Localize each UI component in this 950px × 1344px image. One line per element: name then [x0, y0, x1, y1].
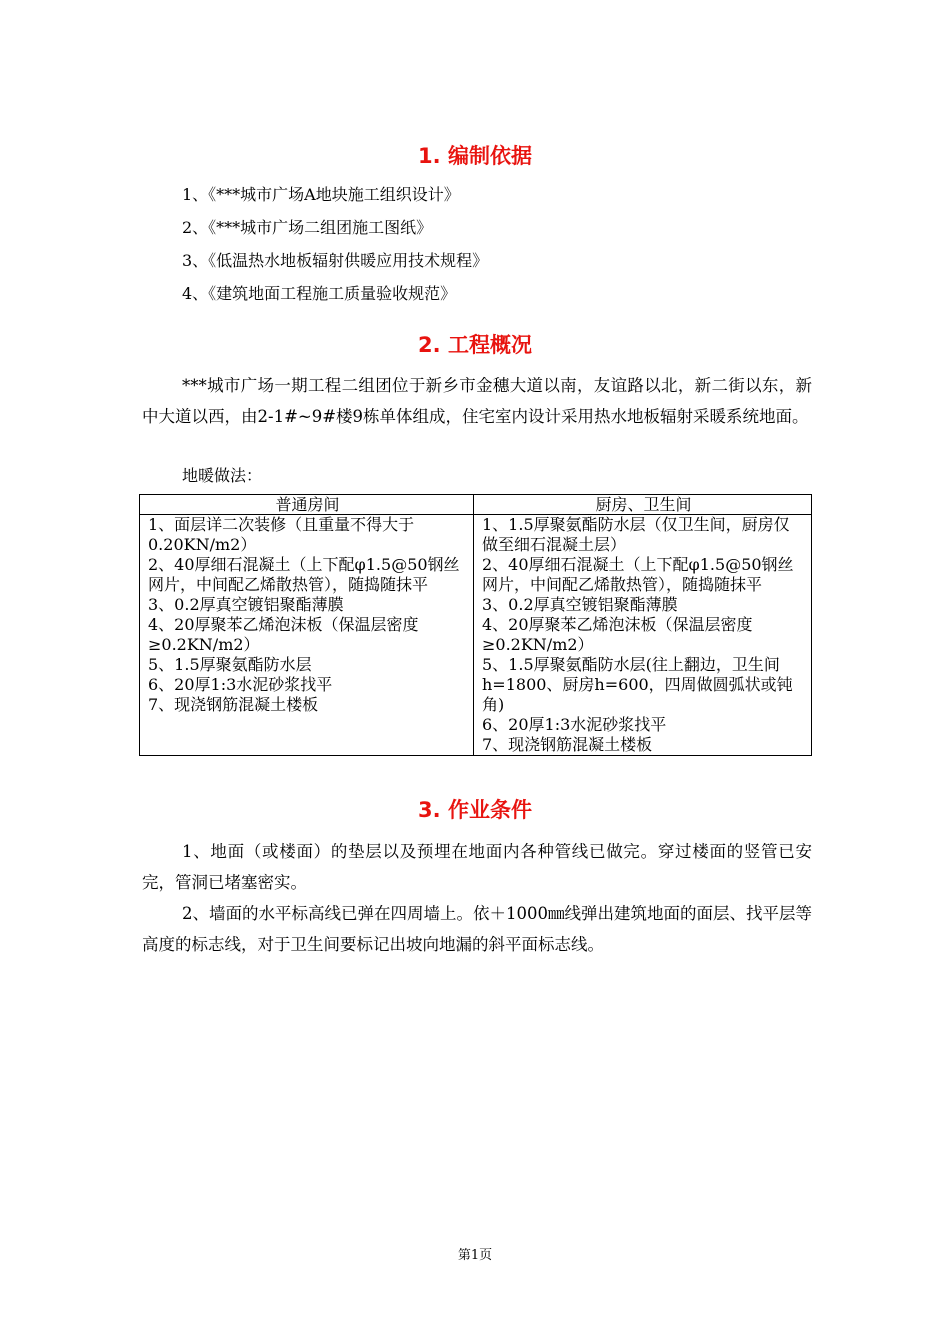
layer-item: 3、0.2厚真空镀铝聚酯薄膜: [148, 595, 344, 614]
table-header-row: [140, 495, 812, 515]
layer-item: 4、20厚聚苯乙烯泡沫板（保温层密度≥0.2KN/m2）: [148, 615, 419, 654]
layer-item: 7、现浇钢筋混凝土楼板: [148, 695, 319, 714]
layer-item: 6、20厚1:3水泥砂浆找平: [482, 715, 667, 734]
reference-item-2: 2、《***城市广场二组团施工图纸》: [182, 218, 433, 237]
layer-item: 2、40厚细石混凝土（上下配φ1.5@50钢丝网片，中间配乙烯散热管），随捣随抹平: [148, 555, 460, 594]
layer-item: 1、面层详二次装修（且重量不得大于0.20KN/m2）: [148, 515, 415, 554]
layer-item: 3、0.2厚真空镀铝聚酯薄膜: [482, 595, 678, 614]
header-kitchen-bathroom: 厨房、卫生间: [474, 495, 812, 515]
layer-item: 7、现浇钢筋混凝土楼板: [482, 735, 653, 754]
layer-item: 5、1.5厚聚氨酯防水层: [148, 655, 312, 674]
reference-item-4: 4、《建筑地面工程施工质量验收规范》: [182, 284, 457, 303]
reference-item-3: 3、《低温热水地板辐射供暖应用技术规程》: [182, 251, 489, 270]
work-condition-paragraph-2: 2、墙面的水平标高线已弹在四周墙上。依＋1000㎜线弹出建筑地面的面层、找平层等高度的标志线，对于卫生间要标记出坡向地漏的斜平面标志线。: [142, 904, 812, 954]
floor-heating-table: [139, 494, 812, 756]
header-ordinary-room: 普通房间: [140, 495, 474, 515]
section-3-title: 3. 作业条件: [418, 798, 532, 822]
layer-item: 4、20厚聚苯乙烯泡沫板（保温层密度≥0.2KN/m2）: [482, 615, 753, 654]
section-1-title: 1. 编制依据: [418, 144, 532, 168]
layer-item: 6、20厚1:3水泥砂浆找平: [148, 675, 333, 694]
reference-item-1: 1、《***城市广场A地块施工组织设计》: [182, 185, 460, 204]
ordinary-room-layers: [140, 515, 474, 756]
layer-item: 1、1.5厚聚氨酯防水层（仅卫生间，厨房仅做至细石混凝土层）: [482, 515, 790, 554]
kitchen-bathroom-layers: [474, 515, 812, 756]
project-overview-paragraph: ***城市广场一期工程二组团位于新乡市金穗大道以南，友谊路以北，新二街以东，新中大道以西，由2-1#~9#楼9栋单体组成，住宅室内设计采用热水地板辐射采暖系统地面。: [142, 376, 812, 426]
page-number: 第1页: [457, 1248, 493, 1263]
section-2-title: 2. 工程概况: [418, 333, 532, 357]
floor-heating-method-label: 地暖做法：: [182, 466, 263, 485]
work-condition-paragraph-1: 1、地面（或楼面）的垫层以及预埋在地面内各种管线已做完。穿过楼面的竖管已安完，管洞已堵塞密实。: [142, 842, 812, 892]
table-row: [140, 515, 812, 756]
layer-item: 2、40厚细石混凝土（上下配φ1.5@50钢丝网片，中间配乙烯散热管），随捣随抹平: [482, 555, 794, 594]
layer-item: 5、1.5厚聚氨酯防水层(往上翻边，卫生间h=1800、厨房h=600，四周做圆弧状或钝角): [482, 655, 793, 714]
